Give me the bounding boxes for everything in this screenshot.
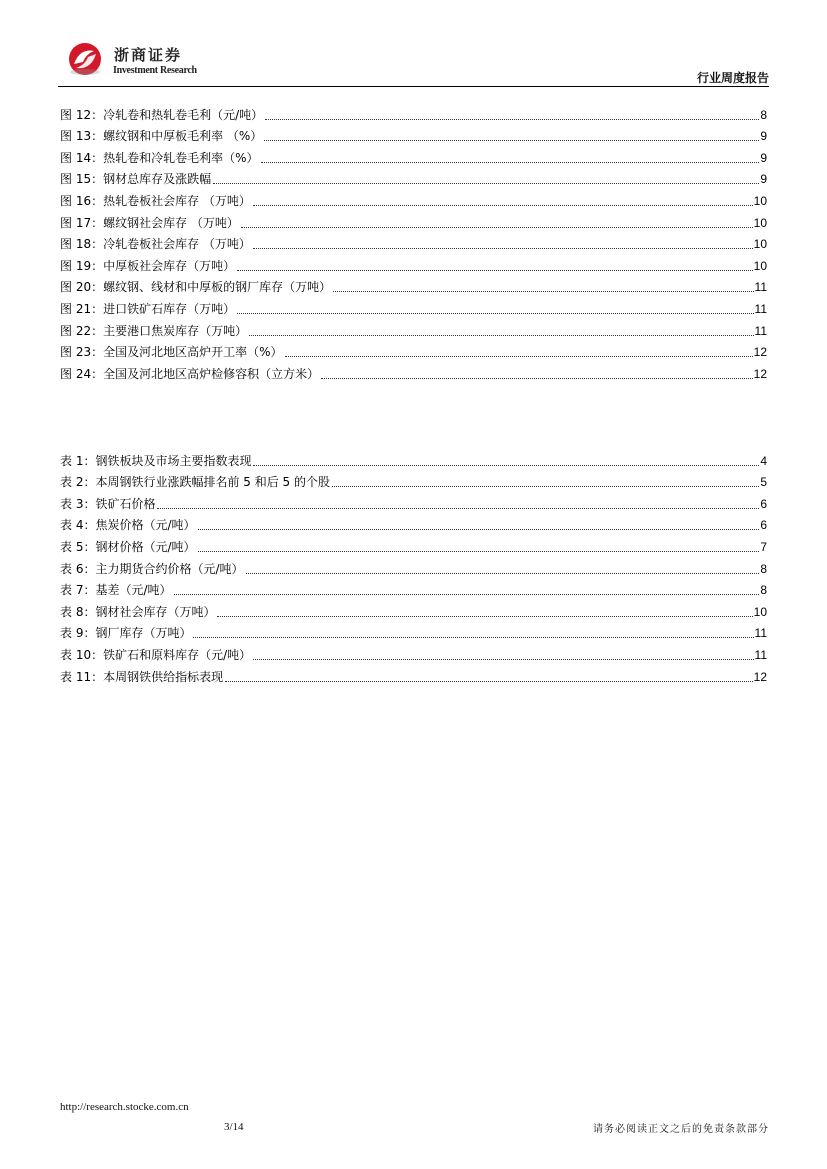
toc-entry-figure-17[interactable] [60,209,767,231]
toc-entry-label: 表 4：焦炭价格（元/吨） [60,518,196,533]
dot-leader [333,291,753,292]
dot-leader [265,119,759,120]
toc-entry-table-11[interactable] [60,663,767,685]
toc-entry-table-10[interactable] [60,641,767,663]
toc-entry-label: 图 23：全国及河北地区高炉开工率（%） [60,345,283,360]
toc-entry-label: 图 21：进口铁矿石库存（万吨） [60,301,236,316]
toc-entry-table-3[interactable] [60,490,767,512]
toc-entry-page: 9 [760,172,767,187]
toc-entry-page: 5 [760,475,767,490]
dot-leader [253,205,753,206]
toc-entry-figure-16[interactable] [60,187,767,209]
toc-entry-page: 11 [754,323,767,338]
dot-leader [253,465,759,466]
logo-chinese-name: 浙商证券 [114,46,183,64]
toc-entry-label: 图 12：冷轧卷和热轧卷毛利（元/吨） [60,107,264,122]
dot-leader [332,486,759,487]
toc-entry-label: 表 7：基差（元/吨） [60,583,172,598]
dot-leader [285,356,753,357]
toc-entry-label: 图 15：钢材总库存及涨跌幅 [60,172,212,187]
toc-entry-figure-12[interactable] [60,101,767,123]
toc-entry-label: 表 1：钢铁板块及市场主要指数表现 [60,453,252,468]
toc-entry-figure-13[interactable] [60,123,767,145]
toc-entry-page: 10 [753,193,767,208]
toc-entry-figure-18[interactable] [60,231,767,253]
toc-entry-label: 表 9：钢厂库存（万吨） [60,626,192,641]
toc-entry-figure-24[interactable] [60,360,767,382]
toc-entry-label: 表 3：铁矿石价格 [60,496,156,511]
toc-entry-table-1[interactable] [60,447,767,469]
logo-english-name: Investment Research [113,65,197,76]
toc-entry-label: 图 18：冷轧卷板社会库存 （万吨） [60,237,251,252]
dot-leader [264,140,759,141]
dot-leader [157,508,759,509]
toc-entry-page: 11 [754,626,767,641]
toc-entry-figure-14[interactable] [60,144,767,166]
toc-entry-page: 12 [753,669,767,684]
dot-leader [193,637,753,638]
dot-leader [225,681,753,682]
dot-leader [237,313,753,314]
toc-entry-label: 图 24：全国及河北地区高炉检修容积（立方米） [60,366,320,381]
dot-leader [246,573,760,574]
toc-entry-figure-20[interactable] [60,274,767,296]
toc-entry-figure-15[interactable] [60,166,767,188]
toc-entry-page: 11 [754,301,767,316]
toc-entry-figure-22[interactable] [60,317,767,339]
toc-entry-page: 8 [760,107,767,122]
toc-entry-page: 7 [760,539,767,554]
toc-entry-page: 10 [753,604,767,619]
dot-leader [174,594,760,595]
toc-entry-page: 12 [753,366,767,381]
toc-entry-table-9[interactable] [60,620,767,642]
dot-leader [249,335,753,336]
dot-leader [213,183,759,184]
toc-entry-label: 表 5：钢材价格（元/吨） [60,539,196,554]
toc-entry-page: 12 [753,345,767,360]
toc-entry-label: 图 22：主要港口焦炭库存（万吨） [60,323,248,338]
header-divider [58,86,769,87]
toc-entry-table-7[interactable] [60,577,767,599]
toc-entry-label: 表 8：钢材社会库存（万吨） [60,604,216,619]
toc-entry-label: 图 13：螺纹钢和中厚板毛利率 （%） [60,129,263,144]
dot-leader [321,378,753,379]
toc-entry-page: 6 [760,496,767,511]
footer-url-link[interactable]: http://research.stocke.com.cn [60,1101,189,1113]
toc-entry-label: 表 2：本周钢铁行业涨跌幅排名前 5 和后 5 的个股 [60,475,330,490]
dot-leader [237,270,753,271]
dot-leader [198,529,760,530]
dot-leader [217,616,752,617]
dot-leader [261,162,760,163]
toc-entry-table-8[interactable] [60,598,767,620]
toc-entry-table-5[interactable] [60,533,767,555]
toc-entry-page: 4 [760,453,767,468]
zheshang-logo-icon [66,42,104,76]
toc-entry-page: 10 [753,258,767,273]
dot-leader [198,551,760,552]
dot-leader [253,659,753,660]
toc-entry-page: 10 [753,237,767,252]
toc-entry-table-2[interactable] [60,469,767,491]
toc-entry-label: 图 20：螺纹钢、线材和中厚板的钢厂库存（万吨） [60,280,332,295]
toc-entry-page: 10 [753,215,767,230]
toc-entry-figure-23[interactable] [60,339,767,361]
dot-leader [241,227,753,228]
toc-entry-label: 图 16：热轧卷板社会库存 （万吨） [60,193,251,208]
report-type-label: 行业周度报告 [696,71,769,85]
toc-entry-label: 表 6：主力期货合约价格（元/吨） [60,561,244,576]
page-header [0,0,827,92]
table-list [60,447,767,685]
toc-entry-label: 表 10：铁矿石和原料库存（元/吨） [60,647,252,662]
toc-entry-table-4[interactable] [60,512,767,534]
toc-entry-page: 9 [760,129,767,144]
footer-disclaimer: 请务必阅读正文之后的免责条款部分 [593,1124,769,1135]
toc-entry-page: 11 [754,280,767,295]
toc-entry-figure-19[interactable] [60,252,767,274]
toc-entry-page: 9 [760,150,767,165]
toc-entry-page: 6 [760,518,767,533]
toc-entry-figure-21[interactable] [60,295,767,317]
toc-entry-page: 8 [760,561,767,576]
toc-entry-table-6[interactable] [60,555,767,577]
toc-entry-page: 11 [754,647,767,662]
toc-entry-label: 图 14：热轧卷和冷轧卷毛利率（%） [60,150,259,165]
toc-entry-label: 图 17：螺纹钢社会库存 （万吨） [60,215,239,230]
figure-list [60,101,767,382]
toc-entry-page: 8 [760,583,767,598]
page-number: 3/14 [224,1121,244,1133]
toc-entry-label: 图 19：中厚板社会库存（万吨） [60,258,236,273]
toc-entry-label: 表 11：本周钢铁供给指标表现 [60,669,224,684]
dot-leader [253,248,753,249]
